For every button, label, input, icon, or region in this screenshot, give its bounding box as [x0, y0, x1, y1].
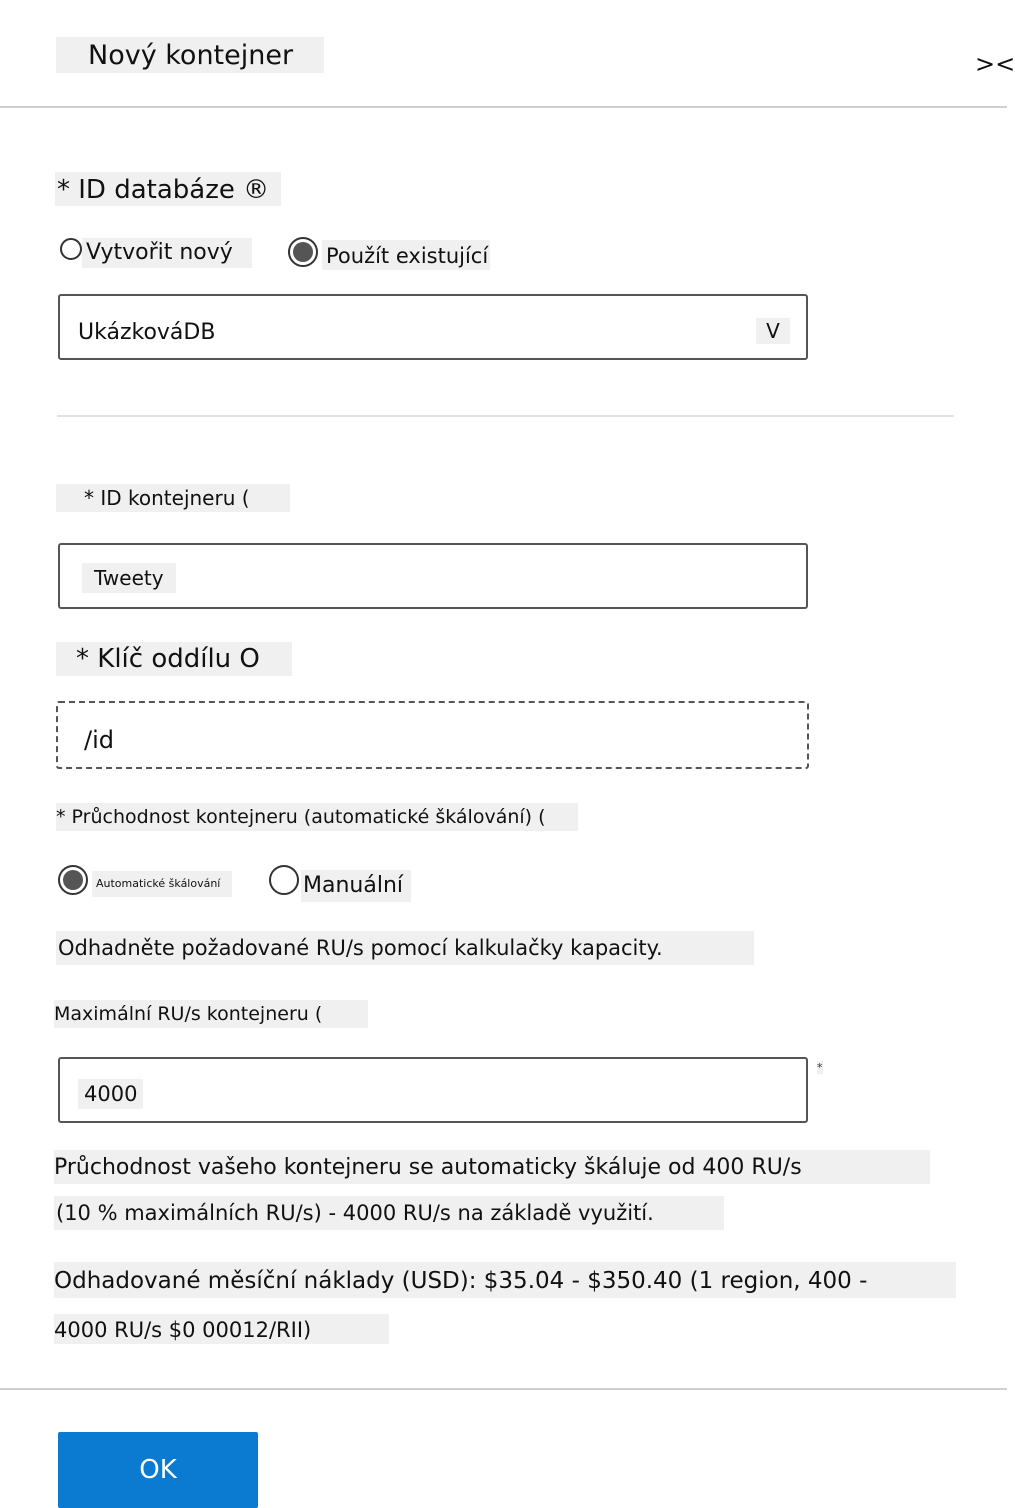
max-ru-value: 4000	[78, 1079, 143, 1109]
database-select[interactable]	[58, 294, 808, 360]
radio-create-new[interactable]	[60, 238, 82, 260]
database-select-value: UkázkováDB	[78, 320, 216, 345]
container-id-input[interactable]	[58, 543, 808, 609]
radio-manual[interactable]	[269, 865, 299, 895]
autoscale-info-line2: (10 % maximálních RU/s) - 4000 RU/s na základě využití.	[54, 1196, 724, 1230]
partition-key-value: /id	[84, 726, 114, 754]
ok-button[interactable]: OK	[58, 1432, 258, 1508]
capacity-calculator-text: Odhadněte požadované RU/s pomocí kalkulačky kapacity.	[56, 931, 754, 965]
radio-manual-indicator[interactable]	[269, 865, 299, 895]
close-icon[interactable]: ><	[975, 50, 1015, 78]
partition-key-input[interactable]	[56, 701, 809, 769]
chevron-down-icon[interactable]: V	[756, 318, 790, 344]
autoscale-info-line1: Průchodnost vašeho kontejneru se automaticky škáluje od 400 RU/s	[54, 1150, 930, 1184]
radio-use-existing-label[interactable]: Použít existující	[322, 240, 490, 270]
radio-manual-label[interactable]: Manuální	[301, 870, 411, 902]
header-divider	[0, 106, 1007, 108]
section-divider	[57, 415, 954, 417]
container-id-label: * ID kontejneru (	[56, 484, 290, 512]
container-id-value: Tweety	[82, 563, 176, 593]
panel-title: Nový kontejner	[56, 37, 324, 73]
radio-autoscale-label[interactable]: Automatické škálování	[92, 871, 232, 897]
cost-estimate-line1: Odhadované měsíční náklady (USD): $35.04 - $350.40 (1 region, 400 -	[54, 1262, 956, 1298]
cost-estimate-line2: 4000 RU/s $0 00012/RII)	[54, 1314, 389, 1344]
radio-autoscale[interactable]	[58, 865, 88, 895]
database-id-label: * ID databáze ®	[55, 172, 281, 206]
radio-autoscale-indicator[interactable]	[58, 865, 88, 895]
radio-use-existing[interactable]	[288, 237, 318, 267]
required-mark: *	[817, 1061, 823, 1074]
radio-create-new-label[interactable]: Vytvořit nový	[82, 238, 252, 268]
radio-use-existing-indicator[interactable]	[288, 237, 318, 267]
footer-divider	[0, 1388, 1007, 1390]
max-ru-label: Maximální RU/s kontejneru (	[54, 1000, 368, 1028]
partition-key-label: * Klíč oddílu O	[56, 642, 292, 676]
radio-create-new-indicator[interactable]	[60, 238, 82, 260]
max-ru-input[interactable]	[58, 1057, 808, 1123]
throughput-label: * Průchodnost kontejneru (automatické škálování) (	[56, 803, 578, 831]
